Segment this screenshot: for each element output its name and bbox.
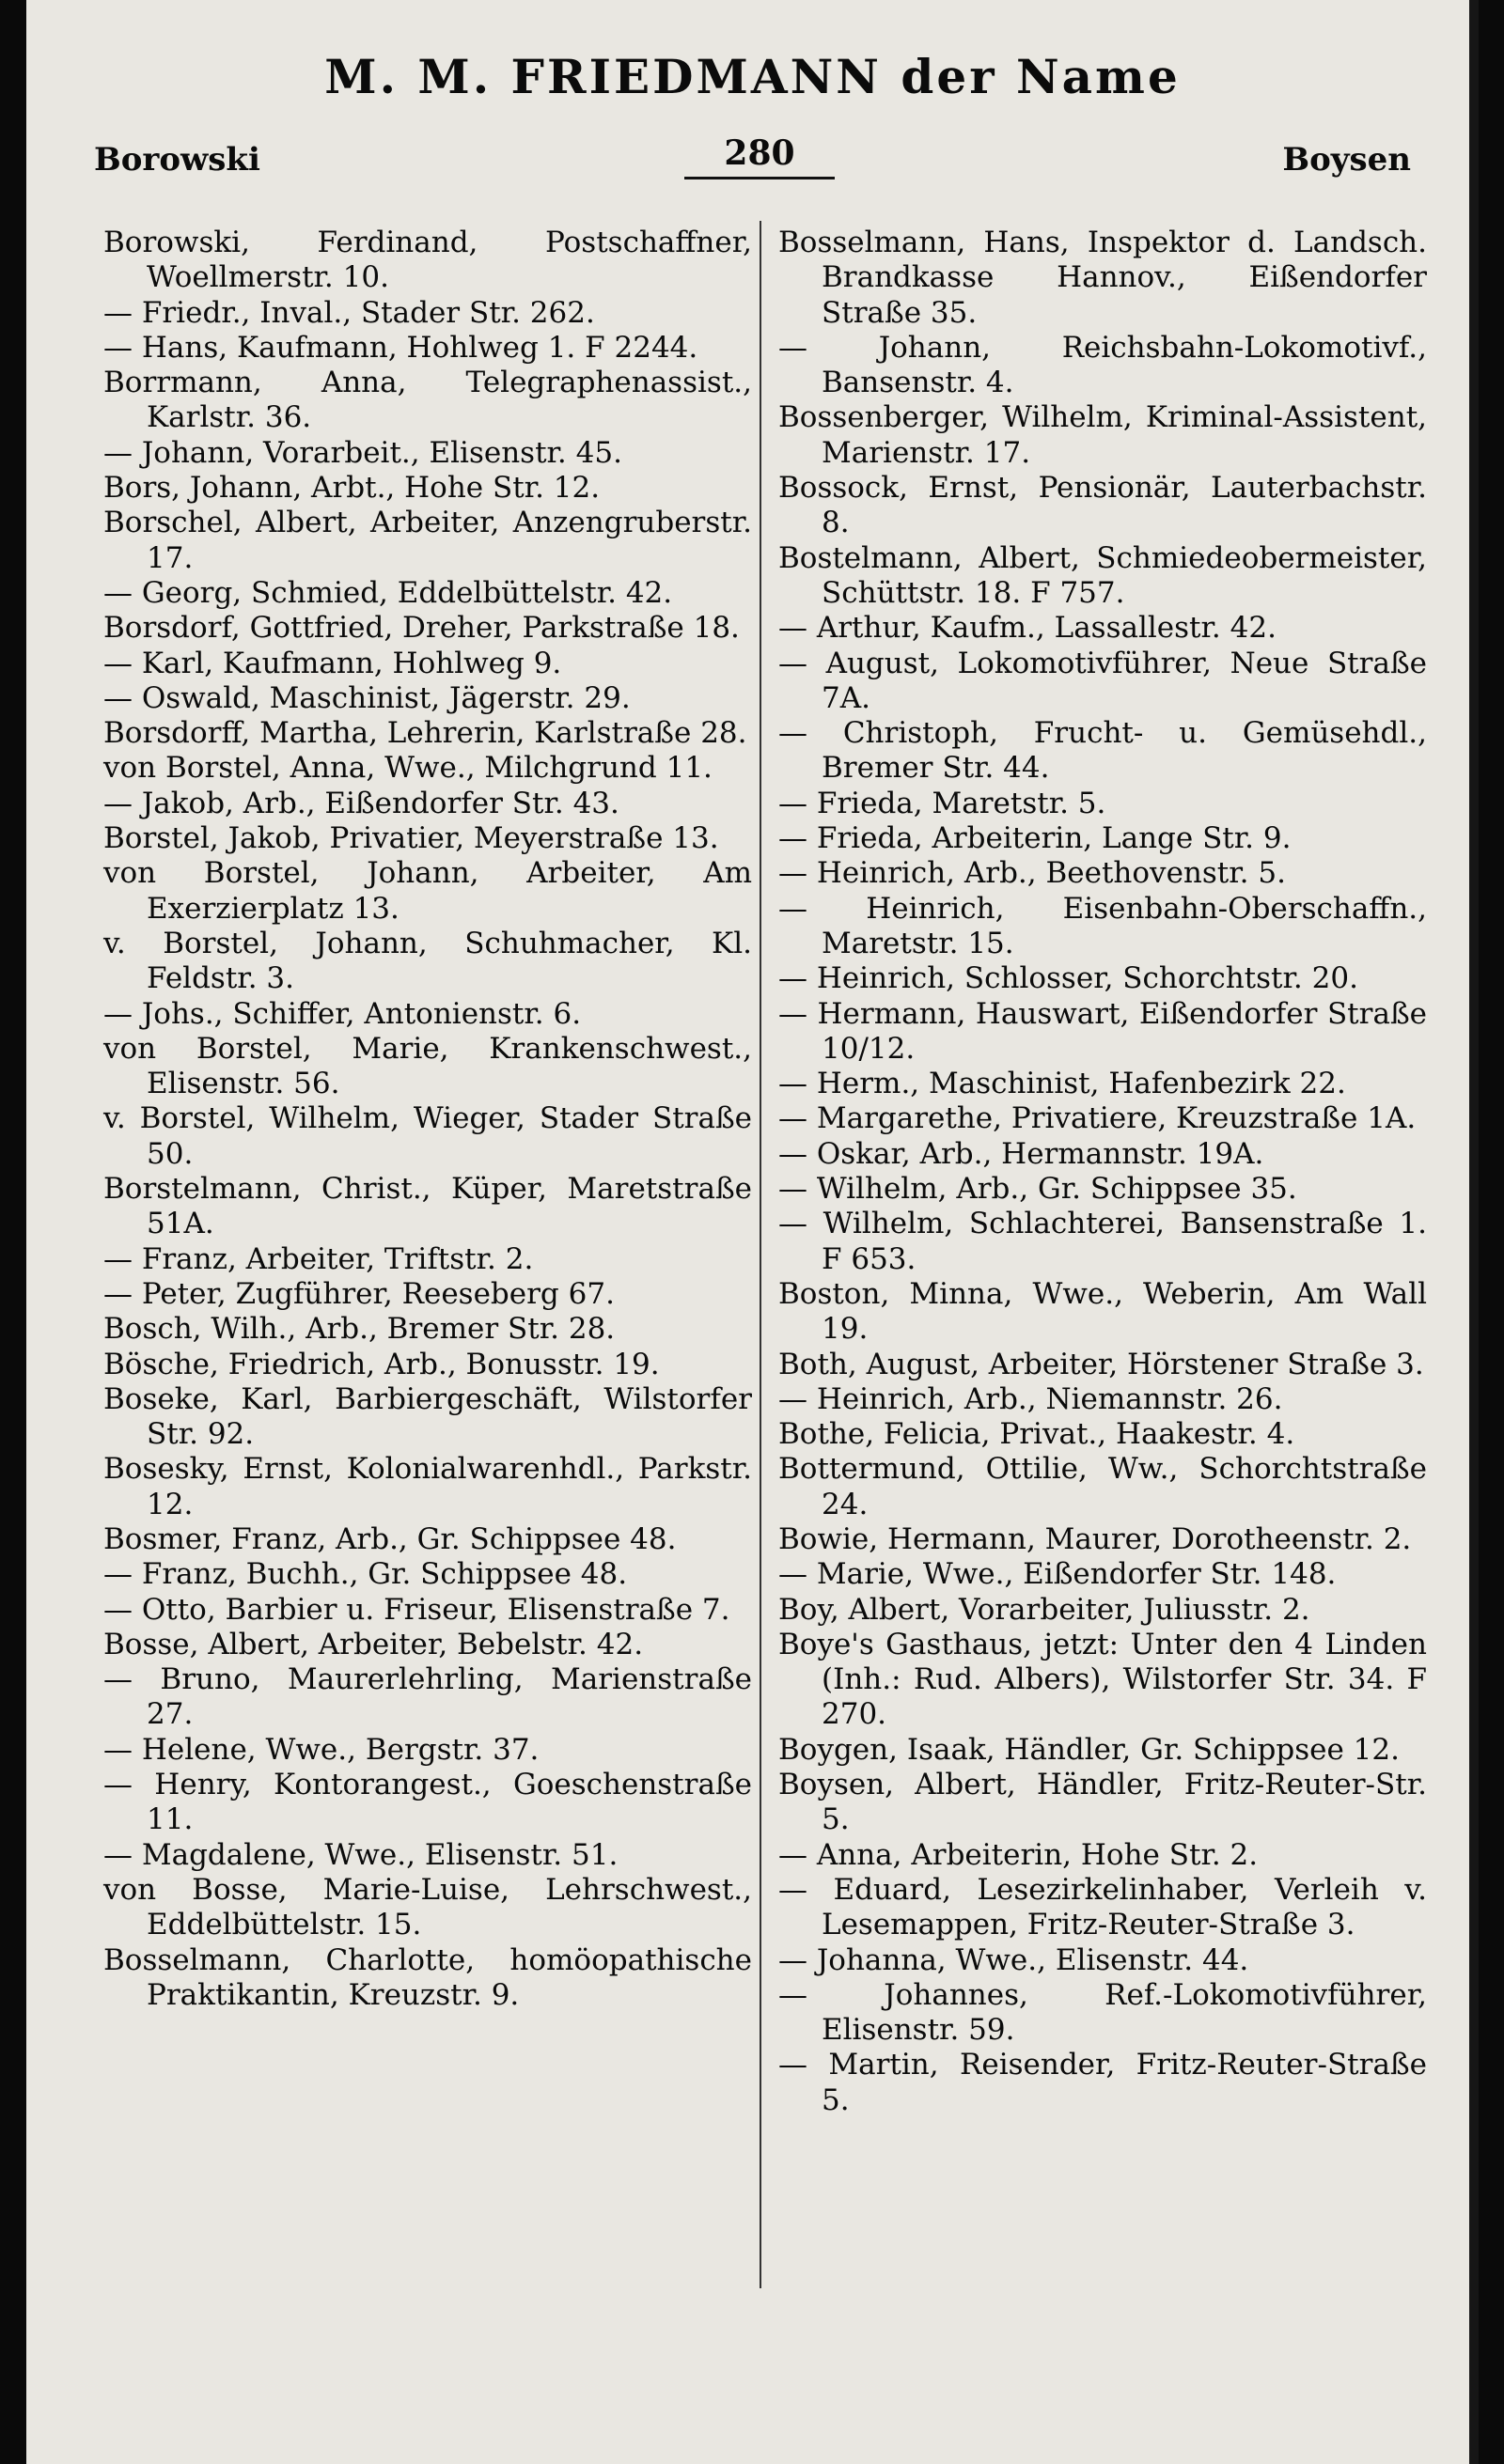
list-item: — Franz, Arbeiter, Triftstr. 2.	[103, 1241, 534, 1276]
list-item: Boye's Gasthaus, jetzt: Unter den 4 Linden (Inh.: Rud. Albers), Wilstorfer Str. 34. F 270.	[778, 1627, 1427, 1732]
list-item: — Johann, Reichsbahn-Lokomotivf., Bansenstr. 4.	[778, 330, 1427, 400]
list-item: v. Borstel, Wilhelm, Wieger, Stader Straße 50.	[103, 1101, 752, 1171]
list-item: — Johann, Vorarbeit., Elisenstr. 45.	[103, 435, 622, 470]
page-banner: M. M. FRIEDMANN der Name	[324, 49, 1181, 104]
list-item: — Hans, Kaufmann, Hohlweg 1. F 2244.	[103, 330, 698, 365]
list-item: — August, Lokomotivführer, Neue Straße 7A.	[778, 646, 1427, 715]
list-item: Bosmer, Franz, Arb., Gr. Schippsee 48.	[103, 1521, 677, 1556]
list-item: — Frieda, Arbeiterin, Lange Str. 9.	[778, 821, 1292, 856]
list-item: Bossenberger, Wilhelm, Kriminal-Assistent, Marienstr. 17.	[778, 400, 1427, 470]
list-item: Bostelmann, Albert, Schmiedeobermeister, Schüttstr. 18. F 757.	[778, 540, 1427, 610]
running-head-right: Boysen	[1282, 141, 1411, 179]
list-item: Borsdorff, Martha, Lehrerin, Karlstraße 28.	[103, 716, 747, 751]
list-item: von Bosse, Marie-Luise, Lehrschwest., Eddelbüttelstr. 15.	[103, 1872, 752, 1942]
page-edge-shadow	[1469, 0, 1479, 2464]
list-item: — Wilhelm, Schlachterei, Bansenstraße 1. F 653.	[778, 1207, 1427, 1276]
list-item: Both, August, Arbeiter, Hörstener Straße 3.	[778, 1347, 1424, 1381]
list-item: von Borstel, Anna, Wwe., Milchgrund 11.	[103, 751, 713, 786]
list-item: Bösche, Friedrich, Arb., Bonusstr. 19.	[103, 1347, 660, 1381]
list-item: Bosesky, Ernst, Kolonialwarenhdl., Parkstr. 12.	[103, 1452, 752, 1521]
list-item: — Anna, Arbeiterin, Hohe Str. 2.	[778, 1837, 1259, 1872]
list-item: — Frieda, Maretstr. 5.	[778, 786, 1106, 820]
list-item: — Wilhelm, Arb., Gr. Schippsee 35.	[778, 1172, 1297, 1207]
list-item: — Herm., Maschinist, Hafenbezirk 22.	[778, 1067, 1346, 1101]
list-item: — Johannes, Ref.-Lokomotivführer, Elisenstr. 59.	[778, 1977, 1427, 2048]
list-item: — Christoph, Frucht- u. Gemüsehdl., Bremer Str. 44.	[778, 716, 1427, 786]
right-column	[778, 226, 1427, 2118]
list-item: — Otto, Barbier u. Friseur, Elisenstraße 7.	[103, 1592, 730, 1627]
list-item: — Arthur, Kaufm., Lassallestr. 42.	[778, 611, 1277, 646]
list-item: von Borstel, Marie, Krankenschwest., Elisenstr. 56.	[103, 1031, 752, 1101]
list-item: — Friedr., Inval., Stader Str. 262.	[103, 295, 595, 330]
list-item: — Johanna, Wwe., Elisenstr. 44.	[778, 1942, 1249, 1977]
list-item: Borstelmann, Christ., Küper, Maretstraße 51A.	[103, 1172, 752, 1241]
list-item: Bossock, Ernst, Pensionär, Lauterbachstr. 8.	[778, 471, 1427, 540]
list-item: Boston, Minna, Wwe., Weberin, Am Wall 19.	[778, 1276, 1427, 1347]
list-item: Borstel, Jakob, Privatier, Meyerstraße 13.	[103, 821, 719, 856]
list-item: — Marie, Wwe., Eißendorfer Str. 148.	[778, 1557, 1337, 1592]
list-item: v. Borstel, Johann, Schuhmacher, Kl. Feldstr. 3.	[103, 926, 752, 996]
list-item: Borschel, Albert, Arbeiter, Anzengruberstr. 17.	[103, 506, 752, 575]
list-item: — Oswald, Maschinist, Jägerstr. 29.	[103, 680, 631, 715]
list-item: — Franz, Buchh., Gr. Schippsee 48.	[103, 1557, 628, 1592]
left-column	[103, 226, 752, 2013]
list-item: — Magdalene, Wwe., Elisenstr. 51.	[103, 1837, 619, 1872]
list-item: — Hermann, Hauswart, Eißendorfer Straße 10/12.	[778, 996, 1427, 1066]
list-item: — Henry, Kontorangest., Goeschenstraße 11.	[103, 1768, 752, 1837]
list-item: — Johs., Schiffer, Antonienstr. 6.	[103, 996, 582, 1031]
list-item: Boysen, Albert, Händler, Fritz-Reuter-Str. 5.	[778, 1768, 1427, 1837]
list-item: — Eduard, Lesezirkelinhaber, Verleih v. Lesemappen, Fritz-Reuter-Straße 3.	[778, 1872, 1427, 1942]
list-item: Borsdorf, Gottfried, Dreher, Parkstraße 18.	[103, 611, 740, 646]
list-item: — Jakob, Arb., Eißendorfer Str. 43.	[103, 786, 619, 820]
list-item: von Borstel, Johann, Arbeiter, Am Exerzierplatz 13.	[103, 856, 752, 926]
list-item: — Heinrich, Schlosser, Schorchtstr. 20.	[778, 961, 1358, 996]
list-item: Bosse, Albert, Arbeiter, Bebelstr. 42.	[103, 1627, 644, 1661]
list-item: Borowski, Ferdinand, Postschaffner, Woellmerstr. 10.	[103, 226, 752, 295]
list-item: Bors, Johann, Arbt., Hohe Str. 12.	[103, 471, 601, 506]
column-divider	[760, 221, 761, 2288]
list-item: Boygen, Isaak, Händler, Gr. Schippsee 12.	[778, 1732, 1400, 1767]
list-item: Bosselmann, Charlotte, homöopathische Praktikantin, Kreuzstr. 9.	[103, 1942, 752, 2012]
list-item: — Bruno, Maurerlehrling, Marienstraße 27.	[103, 1662, 752, 1732]
list-item: — Peter, Zugführer, Reeseberg 67.	[103, 1276, 615, 1311]
running-head-left: Borowski	[94, 141, 260, 179]
directory-page	[26, 0, 1479, 2464]
list-item: — Heinrich, Eisenbahn-Oberschaffn., Maretstr. 15.	[778, 891, 1427, 960]
list-item: — Heinrich, Arb., Beethovenstr. 5.	[778, 856, 1286, 891]
list-item: — Karl, Kaufmann, Hohlweg 9.	[103, 646, 562, 680]
list-item: Bottermund, Ottilie, Ww., Schorchtstraße 24.	[778, 1452, 1427, 1521]
page-number: 280	[684, 133, 835, 179]
list-item: — Heinrich, Arb., Niemannstr. 26.	[778, 1381, 1283, 1416]
list-item: Bosch, Wilh., Arb., Bremer Str. 28.	[103, 1312, 616, 1347]
list-item: Boy, Albert, Vorarbeiter, Juliusstr. 2.	[778, 1592, 1310, 1627]
list-item: Bosselmann, Hans, Inspektor d. Landsch. Brandkasse Hannov., Eißendorfer Straße 35.	[778, 226, 1427, 330]
list-item: Bowie, Hermann, Maurer, Dorotheenstr. 2.	[778, 1521, 1412, 1556]
list-item: Borrmann, Anna, Telegraphenassist., Karlstr. 36.	[103, 366, 752, 435]
list-item: — Margarethe, Privatiere, Kreuzstraße 1A.	[778, 1101, 1417, 1136]
list-item: Boseke, Karl, Barbiergeschäft, Wilstorfer Str. 92.	[103, 1381, 752, 1452]
list-item: Bothe, Felicia, Privat., Haakestr. 4.	[778, 1417, 1295, 1452]
list-item: — Martin, Reisender, Fritz-Reuter-Straße 5.	[778, 2048, 1427, 2117]
list-item: — Georg, Schmied, Eddelbüttelstr. 42.	[103, 575, 673, 610]
list-item: — Helene, Wwe., Bergstr. 37.	[103, 1732, 540, 1767]
list-item: — Oskar, Arb., Hermannstr. 19A.	[778, 1136, 1264, 1171]
